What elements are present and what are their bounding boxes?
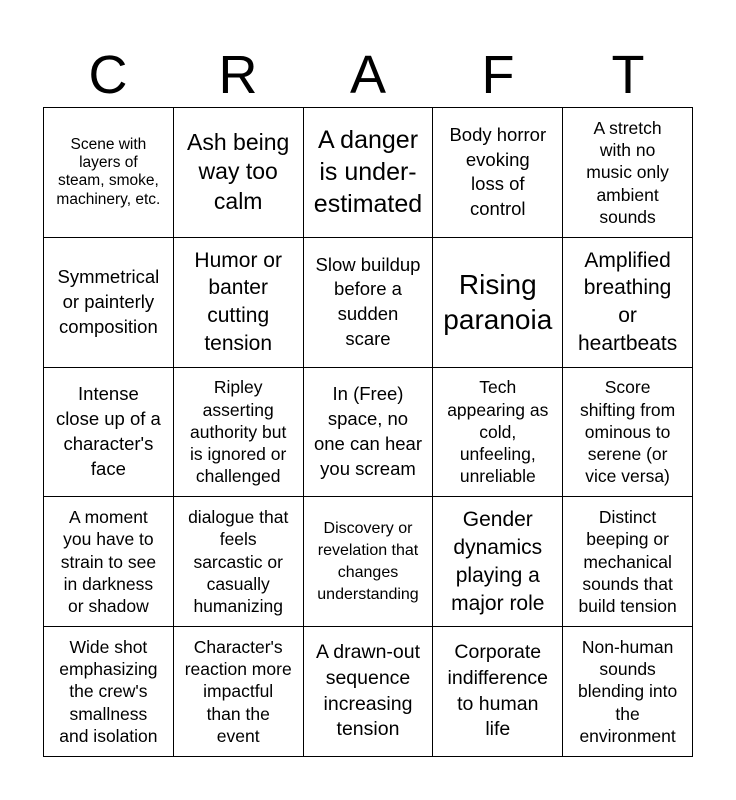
- bingo-cell-text: dialogue that feels sarcastic or casually humanizing: [188, 507, 289, 617]
- bingo-cell[interactable]: [44, 497, 174, 627]
- bingo-cell-text: Character's reaction more impactful than the event: [184, 637, 292, 746]
- bingo-cell[interactable]: [563, 108, 693, 238]
- bingo-cell[interactable]: [433, 108, 563, 238]
- bingo-cell-text: Non-human sounds blending into the environment: [577, 637, 678, 746]
- header-letter-r: R: [218, 45, 258, 105]
- bingo-cell-text: Rising paranoia: [443, 269, 553, 336]
- bingo-cell-text: Discovery or revelation that changes understanding: [317, 520, 419, 603]
- bingo-cell-text: A stretch with no music only ambient sounds: [586, 117, 669, 227]
- bingo-cell[interactable]: [304, 368, 434, 498]
- bingo-cell-text: Distinct beeping or mechanical sounds that build tension: [578, 507, 677, 617]
- bingo-cell[interactable]: [304, 497, 434, 627]
- bingo-cell-text: Ash being way too calm: [187, 128, 290, 215]
- bingo-cell-text: Scene with layers of steam, smoke, machinery, etc.: [56, 135, 161, 208]
- header-letter-c: C: [88, 45, 128, 105]
- bingo-cell-text: Tech appearing as cold, unfeeling, unreliable: [447, 377, 549, 487]
- bingo-cell[interactable]: [433, 497, 563, 627]
- bingo-cell-text: In (Free) space, no one can hear you scream: [313, 383, 422, 479]
- bingo-cell[interactable]: [174, 627, 304, 757]
- header-letter-t: T: [611, 45, 645, 105]
- bingo-header: [43, 44, 693, 106]
- bingo-cell-text: Symmetrical or painterly composition: [57, 266, 160, 337]
- bingo-cell[interactable]: [174, 497, 304, 627]
- bingo-cell-text: Humor or banter cutting tension: [194, 248, 282, 355]
- bingo-cell[interactable]: [563, 627, 693, 757]
- bingo-cell[interactable]: [44, 108, 174, 238]
- bingo-cell-text: Intense close up of a character's face: [55, 383, 161, 479]
- bingo-cell[interactable]: [304, 238, 434, 368]
- bingo-cell-text: Amplified breathing or heartbeats: [577, 248, 678, 355]
- header-letter-f: F: [481, 45, 515, 105]
- bingo-cell-text: Wide shot emphasizing the crew's smallness and isolation: [59, 637, 158, 746]
- bingo-cell[interactable]: [174, 108, 304, 238]
- bingo-cell[interactable]: [433, 627, 563, 757]
- bingo-cell[interactable]: [304, 627, 434, 757]
- bingo-cell[interactable]: [174, 238, 304, 368]
- bingo-cell-text: Gender dynamics playing a major role: [451, 508, 545, 615]
- bingo-cell-text: Body horror evoking loss of control: [449, 123, 547, 220]
- bingo-cell-text: Ripley asserting authority but is ignored or challenged: [190, 377, 287, 487]
- bingo-cell-text: A moment you have to strain to see in darkness or shadow: [60, 507, 157, 617]
- bingo-cell[interactable]: [304, 108, 434, 238]
- bingo-cell[interactable]: [433, 238, 563, 368]
- bingo-cell[interactable]: [44, 368, 174, 498]
- header-letter-a: A: [349, 45, 387, 105]
- bingo-cell[interactable]: [563, 238, 693, 368]
- bingo-cell[interactable]: [44, 238, 174, 368]
- bingo-cell[interactable]: [563, 497, 693, 627]
- bingo-cell-text: A drawn-out sequence increasing tension: [315, 641, 421, 741]
- bingo-cell[interactable]: [44, 627, 174, 757]
- bingo-cell-text: Score shifting from ominous to serene (or vice versa): [579, 377, 676, 487]
- bingo-cell[interactable]: [563, 368, 693, 498]
- bingo-cell-text: Corporate indifference to human life: [447, 641, 549, 741]
- bingo-board: [43, 107, 693, 757]
- bingo-cell-text: Slow buildup before a sudden scare: [315, 253, 421, 349]
- bingo-cell[interactable]: [433, 368, 563, 498]
- bingo-cell[interactable]: [174, 368, 304, 498]
- bingo-cell-text: A danger is under- estimated: [313, 126, 423, 219]
